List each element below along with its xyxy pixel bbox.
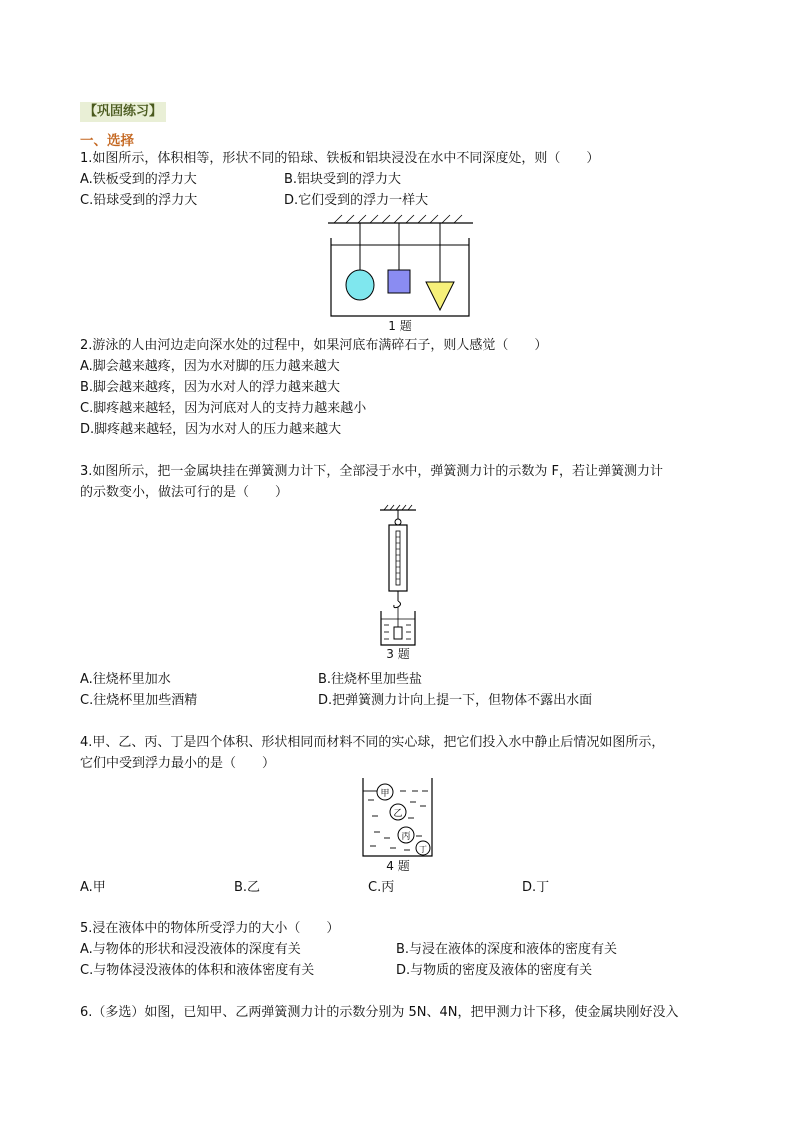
q3-option-a: A.往烧杯里加水 [80,672,171,687]
q3-figure [376,505,420,647]
q1-option-d: D.它们受到的浮力一样大 [284,193,429,208]
q2-option-b: B.脚会越来越疼，因为水对人的浮力越来越大 [80,380,341,395]
q4-stem-line1: 4.甲、乙、丙、丁是四个体积、形状相同而材料不同的实心球，把它们投入水中静止后情况如图所示， [80,735,665,750]
q1-figure [328,212,473,320]
q4-option-c: C.丙 [368,880,395,895]
section-title: 一、选择 [80,133,134,149]
q2-stem: 2.游泳的人由河边走向深水处的过程中，如果河底布满碎石子，则人感觉（ ） [80,338,548,353]
q5-stem: 5.浸在液体中的物体所受浮力的大小（ ） [80,921,340,936]
q1-stem: 1.如图所示，体积相等，形状不同的铅球、铁板和铝块浸没在水中不同深度处，则（ ） [80,151,600,166]
q3-stem-line2: 的示数变小，做法可行的是（ ） [80,485,289,500]
lead-sphere [346,270,374,300]
q4-option-d: D.丁 [522,880,550,895]
q1-option-b: B.铝块受到的浮力大 [284,172,402,187]
ring [395,519,401,525]
q3-option-c: C.往烧杯里加些酒精 [80,693,198,708]
q1-option-a: A.铁板受到的浮力大 [80,172,197,187]
q4-stem-line2: 它们中受到浮力最小的是（ ） [80,756,276,771]
metal-block [394,627,402,639]
ball-yi-label: 乙 [393,809,403,819]
q4-option-b: B.乙 [234,880,261,895]
ceiling-hatch [334,215,462,223]
q3-figure-label: 3 题 [386,647,410,661]
q4-figure [360,776,435,858]
q3-stem-line1: 3.如图所示，把一金属块挂在弹簧测力计下，全部浸于水中，弹簧测力计的示数为 F，若让弹簧测力计 [80,464,664,479]
q2-option-d: D.脚疼越来越轻，因为水对人的压力越来越大 [80,422,342,437]
q1-figure-label: 1 题 [388,319,412,333]
q2-option-c: C.脚疼越来越轻，因为河底对人的支持力越来越小 [80,401,367,416]
q3-option-d: D.把弹簧测力计向上提一下，但物体不露出水面 [318,693,593,708]
q1-option-c: C.铅球受到的浮力大 [80,193,198,208]
ball-bing-label: 丙 [401,832,411,842]
scale-hook [394,601,401,608]
q6-stem: 6.（多选）如图，已知甲、乙两弹簧测力计的示数分别为 5N、4N，把甲测力计下移，使金属块刚好没入 [80,1005,679,1020]
q3-option-b: B.往烧杯里加些盐 [318,672,423,687]
ball-jia-label: 甲 [380,789,390,799]
spring-scale-body [389,525,407,591]
q2-option-a: A.脚会越来越疼，因为水对脚的压力越来越大 [80,359,340,374]
q5-option-a: A.与物体的形状和浸没液体的深度有关 [80,942,301,957]
q5-option-c: C.与物体浸没液体的体积和液体密度有关 [80,963,315,978]
iron-cube [388,270,410,293]
ball-ding-label: 丁 [419,845,427,854]
q5-option-b: B.与浸在液体的深度和液体的密度有关 [396,942,618,957]
q5-option-d: D.与物质的密度及液体的密度有关 [396,963,593,978]
aluminum-triangle [426,282,454,310]
section-tag: 【巩固练习】 [80,102,166,122]
q4-option-a: A.甲 [80,880,106,895]
q4-figure-label: 4 题 [386,859,410,873]
